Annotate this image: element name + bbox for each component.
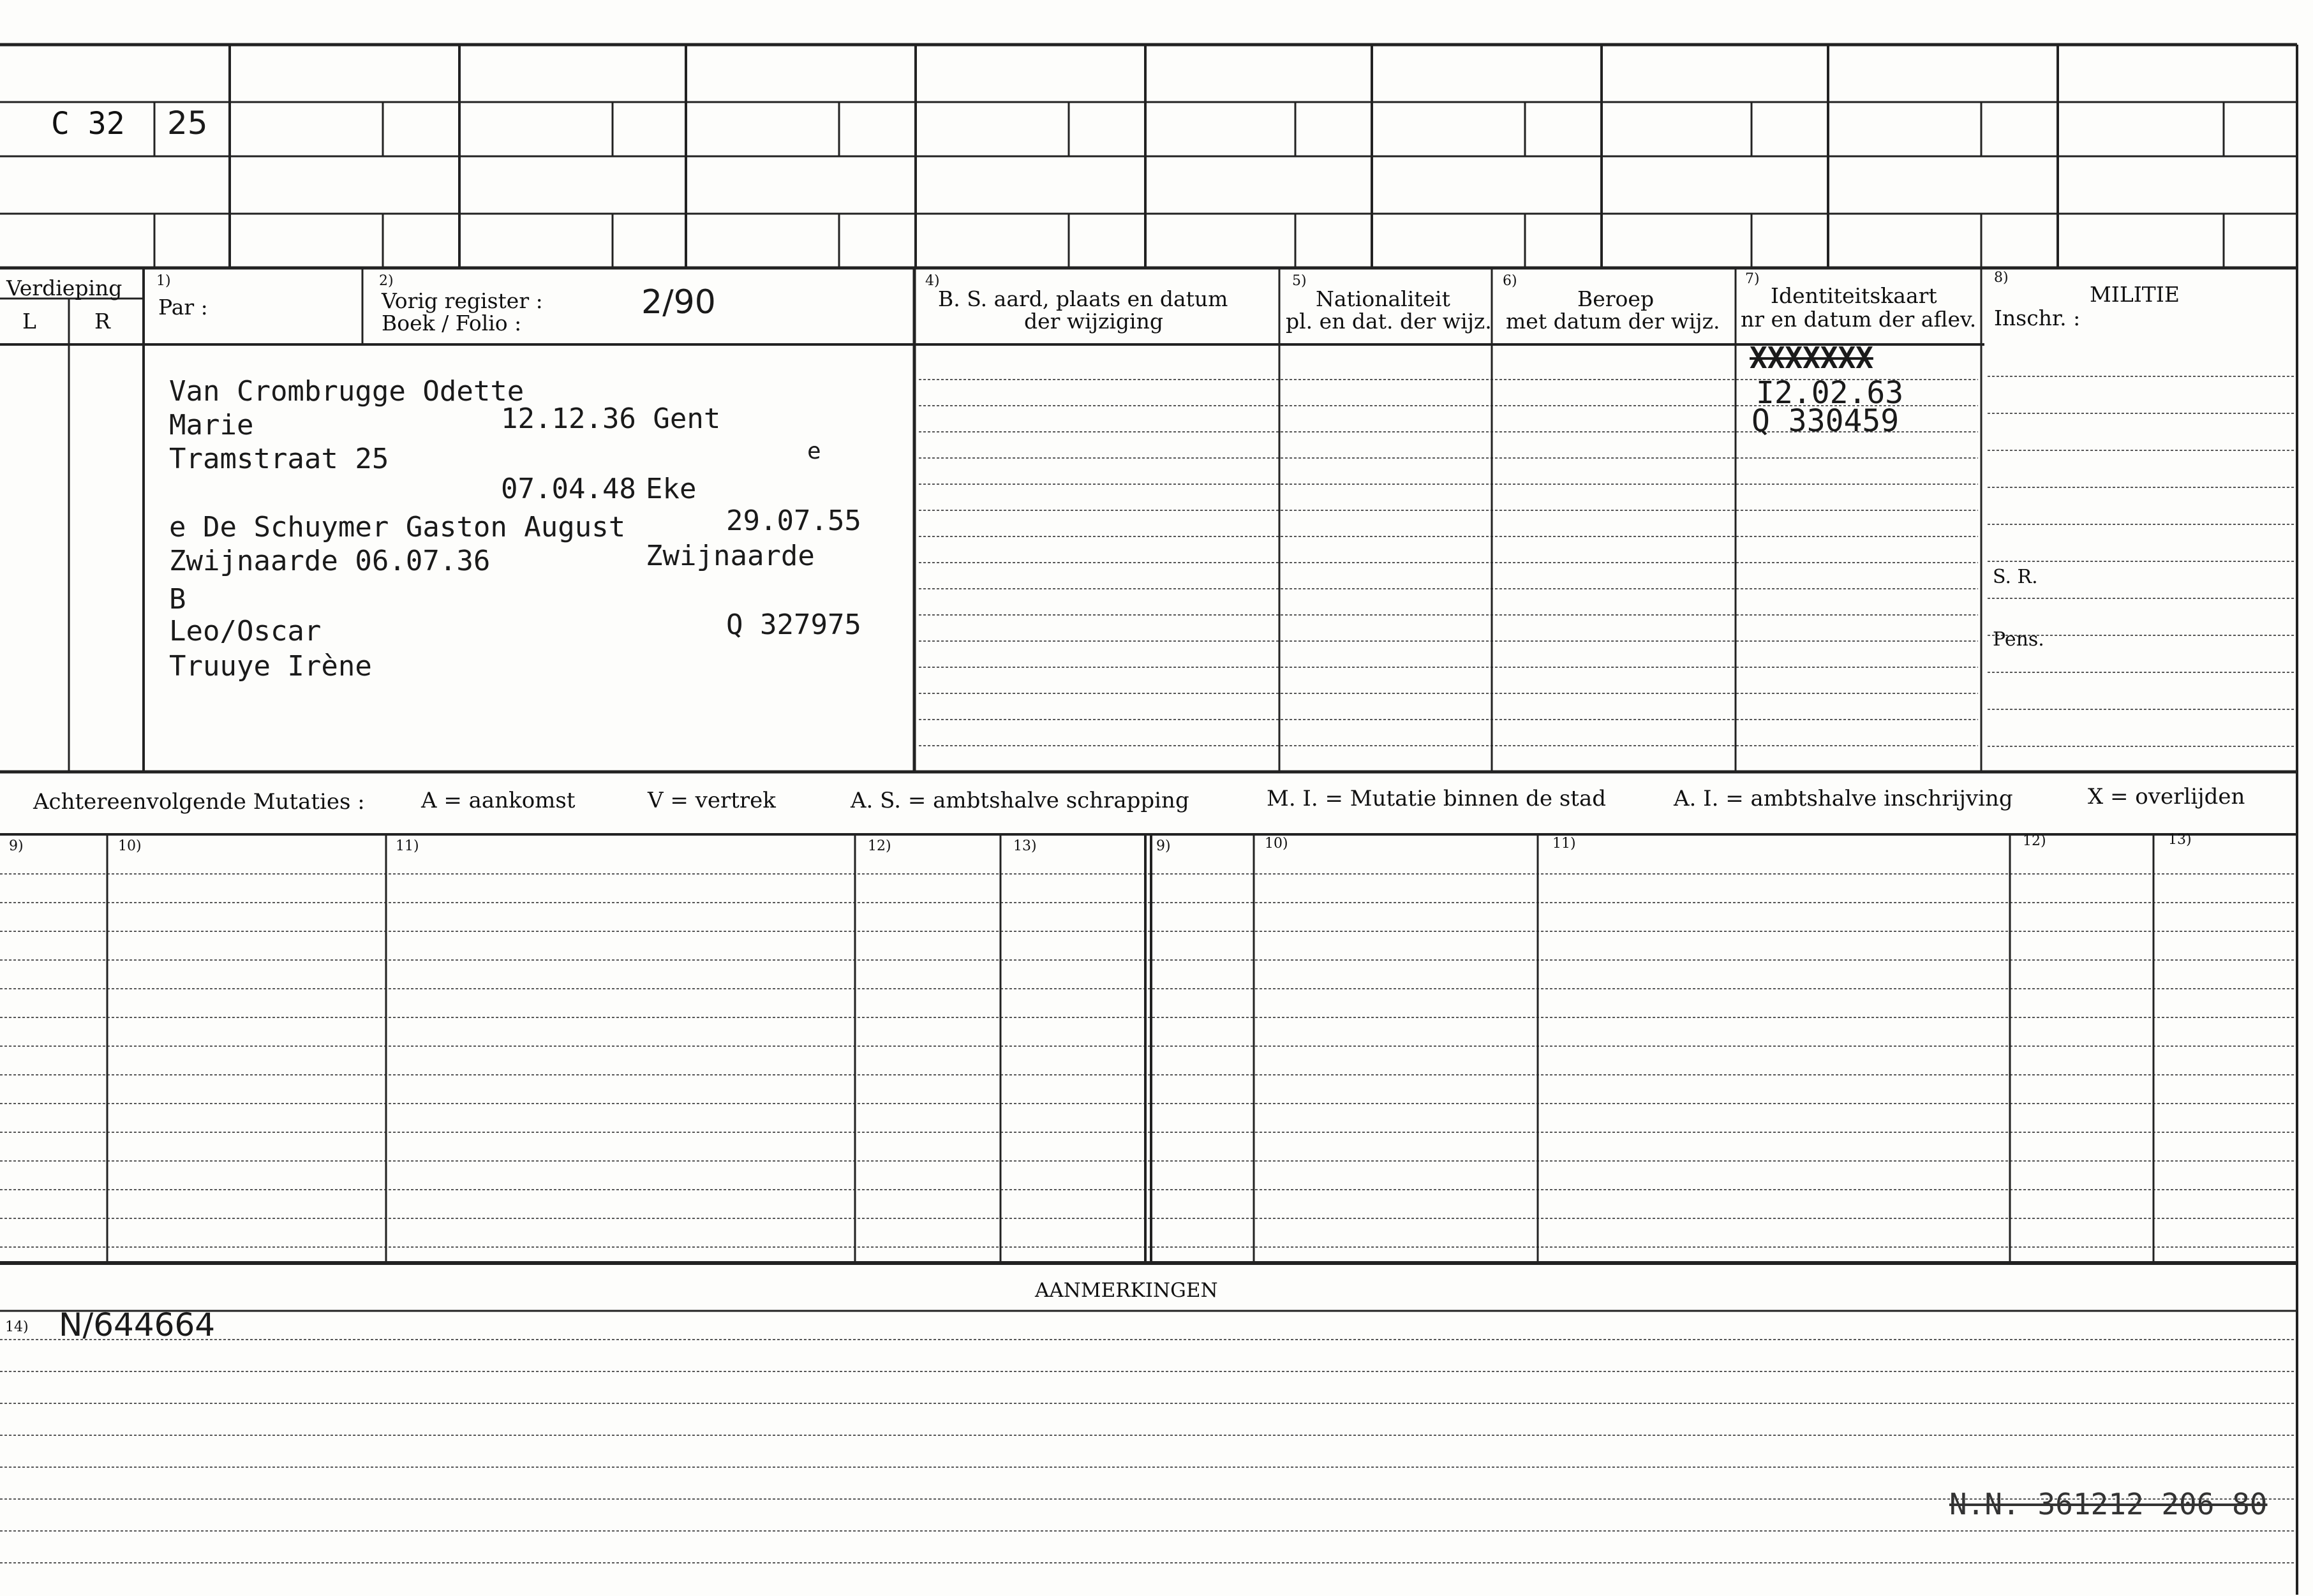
id-card-number: Q 327975 [726,609,861,641]
field-6-label-1: Beroep [1577,286,1655,311]
legend-official-registration: A. I. = ambtshalve inschrijving [1674,786,2013,811]
national-number: N.N. 361212 206 80 [1949,1487,2268,1521]
previous-register-value: 2/90 [641,283,716,321]
mutation-col-11: 11) [396,838,419,854]
arrival-date: 07.04.48 [501,473,636,505]
father-name: Leo/Oscar [169,615,322,647]
mutations-label: Achtereenvolgende Mutaties : [33,789,365,815]
person-birth: 12.12.36 Gent [501,403,721,435]
person-given-name: Marie [169,409,254,441]
card-code: C 32 [51,106,125,142]
legend-departure: V = vertrek [648,788,776,813]
identity-struck-number: XXXXXXX [1750,341,1873,375]
field-1-label: Par : [158,295,208,320]
person-name: Van Crombrugge Odette [169,375,524,408]
militia-pens-label: Pens. [1993,628,2044,651]
remarks-value: N/644664 [59,1306,216,1343]
mutation-col-11b: 11) [1552,836,1576,852]
floor-right: R [94,309,110,334]
remarks-number: 14) [5,1319,29,1335]
field-7-number: 7) [1745,271,1760,287]
marriage-date: 29.07.55 [726,505,861,537]
field-6-label-2: met datum der wijz. [1506,309,1720,334]
remarks-heading: AANMERKINGEN [1035,1279,1218,1302]
mutation-col-10: 10) [118,838,142,854]
field-7-label-2: nr en datum der aflev. [1741,307,1977,332]
field-4-number: 4) [925,273,940,289]
militia-inschr-label: Inschr. : [1994,306,2081,330]
field-2-label-1: Vorig register : [382,288,543,313]
mutation-col-13: 13) [1013,838,1037,854]
mother-name: Truuye Irène [169,650,372,683]
field-2-label-2: Boek / Folio : [382,311,522,336]
person-address: Tramstraat 25 [169,443,389,475]
field-1-number: 1) [156,273,171,289]
marriage-place: Zwijnaarde [646,540,815,572]
mutation-col-12b: 12) [2023,833,2046,849]
legend-death: X = overlijden [2088,784,2245,809]
field-5-label-2: pl. en dat. der wijz. [1286,309,1492,334]
mutation-col-10b: 10) [1265,836,1288,852]
spouse-birth: Zwijnaarde 06.07.36 [169,545,491,577]
field-6-number: 6) [1503,273,1517,289]
field-4-label-2: der wijziging [1024,309,1163,334]
card-number: 25 [167,105,208,142]
spouse-name: e De Schuymer Gaston August [169,511,626,543]
field-5-number: 5) [1292,273,1307,289]
floor-left: L [22,309,36,334]
arrival-place: Eke [646,473,697,505]
legend-struck-off: A. S. = ambtshalve schrapping [851,788,1189,813]
legend-internal-move: M. I. = Mutatie binnen de stad [1267,786,1606,811]
field-4-label-1: B. S. aard, plaats en datum [938,286,1228,311]
person-mark: e [807,438,821,464]
person-category: B [169,583,186,616]
identity-number: Q 330459 [1751,403,1900,439]
field-7-label-1: Identiteitskaart [1771,283,1937,308]
legend-arrival: A = aankomst [421,788,576,813]
field-8-number: 8) [1994,270,2009,286]
militia-sr-label: S. R. [1993,566,2038,588]
mutation-col-13b: 13) [2168,832,2192,848]
militia-heading: MILITIE [2090,282,2180,307]
field-2-number: 2) [379,273,394,289]
identity-date: I2.02.63 [1756,375,1904,411]
mutation-col-9b: 9) [1156,838,1171,854]
floor-heading: Verdieping [6,276,123,300]
field-5-label-1: Nationaliteit [1316,286,1450,311]
mutation-col-9: 9) [9,838,24,854]
mutation-col-12: 12) [868,838,891,854]
